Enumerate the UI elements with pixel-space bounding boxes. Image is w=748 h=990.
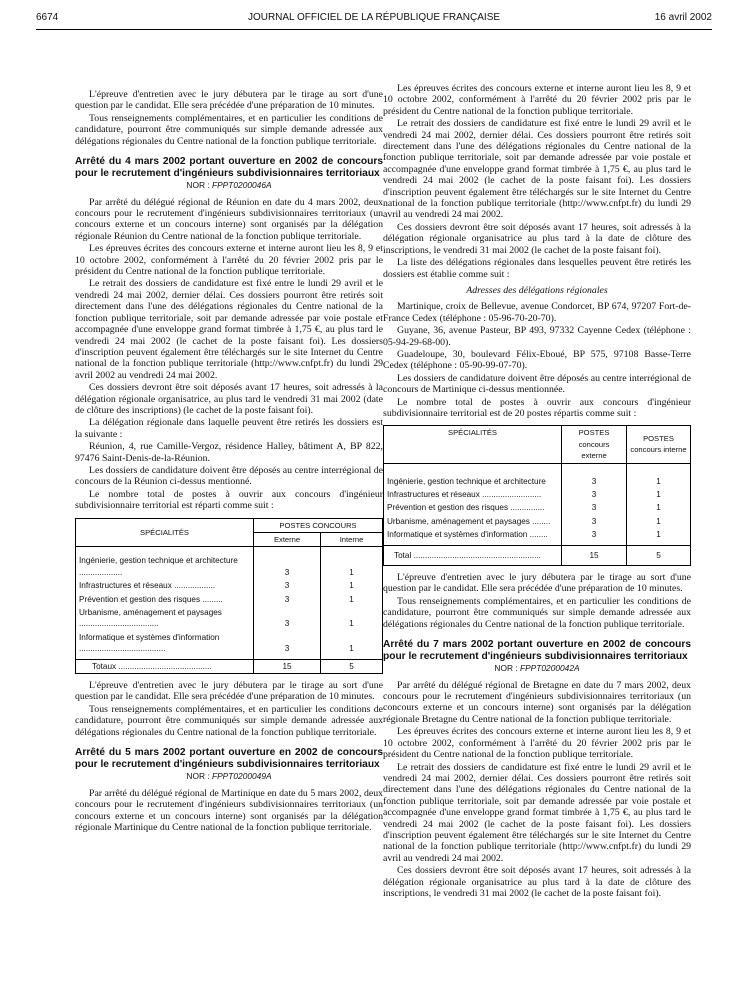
decree-title: Arrêté du 5 mars 2002 portant ouverture en 2002 de concours pour le recrutement d'ingénieurs subdivisionnaires territoriaux: [75, 747, 383, 770]
col-header-specialites: SPÉCIALITÉS: [76, 518, 254, 547]
col-header-externe: Externe: [254, 533, 321, 547]
paragraph: Ces dossiers devront être soit déposés avant 17 heures, soit adressés à la délégation régionale organisatrice, au plus tard le vendredi 31 mai 2002 (date de clôture des inscriptions) (le cachet de la poste faisant foi).: [75, 382, 383, 416]
nor-label: NOR :: [494, 663, 518, 674]
paragraph: Par arrêté du délégué régional de Réunion en date du 4 mars 2002, deux concours pour le recrutement d'ingénieurs subdivisionnaires territoriaux (un concours externe et un concours interne) sont organisés par la délégation régionale Réunion du Centre national de la fonction publique territoriale.: [75, 196, 383, 242]
paragraph: L'épreuve d'entretien avec le jury débutera par le tirage au sort d'une question par le candidat. Elle sera précédée d'une préparation de 10 minutes.: [75, 680, 383, 703]
address: Martinique, croix de Bellevue, avenue Condorcet, BP 674, 97207 Fort-de-France Cedex (téléphone : 05-96-70-20-70).: [383, 301, 691, 324]
posts-table: [75, 518, 383, 674]
paragraph: Ces dossiers devront être soit déposés avant 17 heures, soit adressés à la délégation régionale organisatrice au plus tard à la date de clôture des inscriptions, le vendredi 31 mai 2002 (le cachet de la poste faisant foi).: [383, 221, 691, 256]
col-header-interne: Interne: [321, 533, 383, 547]
table-row: Informatique et systèmes d'information ...................................... 3 1: [76, 631, 383, 659]
paragraph: La délégation régionale dans laquelle peuvent être retirés les dossiers est la suivante :: [75, 417, 383, 440]
page-number: 6674: [36, 12, 59, 23]
col-header-interne: POSTES concours interne: [626, 426, 690, 463]
paragraph: La liste des délégations régionales dans lesquelles peuvent être retirés les dossiers est établie comme suit :: [383, 257, 691, 280]
table-row: Ingénierie, gestion technique et architecture ................... 3 1: [76, 547, 383, 579]
table-total-row: Total ........................................................ 15 5: [384, 545, 691, 565]
paragraph: Par arrêté du délégué régional de Martinique en date du 5 mars 2002, deux concours pour le recrutement d'ingénieurs subdivisionnaires territoriaux (un concours externe et un concours interne) sont organisés par la délégation régionale Martinique du Centre national de la fonction publique territoriale.: [75, 787, 383, 833]
right-column: [383, 83, 691, 900]
paragraph: Les épreuves écrites des concours externe et interne auront lieu les 8, 9 et 10 octobre 2002, conformément à l'arrêté du 20 février 2002 pris par le président du Centre national de la fonction publique territoriale.: [75, 243, 383, 278]
posts-table: [383, 425, 691, 566]
journal-title: JOURNAL OFFICIEL DE LA RÉPUBLIQUE FRANÇAISE: [247, 12, 501, 23]
section-subtitle: Adresses des délégations régionales: [466, 284, 608, 296]
nor-reference: [75, 180, 383, 191]
nor-reference: [75, 771, 383, 782]
nor-label: NOR :: [186, 180, 210, 191]
paragraph: Le nombre total de postes à ouvrir aux concours d'ingénieur subdivisionnaire territorial est réparti comme suit :: [75, 488, 383, 512]
paragraph: Le retrait des dossiers de candidature est fixé entre le lundi 29 avril et le vendredi 24 mai 2002, dernier délai. Ces dossiers pourront être retirés soit directement dans l'une des délégations régionales du Centre national de la fonction publique territoriale, soit par demande adressée par voie postale et accompagnée d'une enveloppe grand format timbrée à 1,75 €, au plus tard le vendredi 24 mai 2002 (le cachet de la poste faisant foi). Les dossiers d'inscription peuvent également être téléchargés sur le site Internet du Centre national de la fonction publique territoriale (http://www.cnfpt.fr) du lundi 29 avril au vendredi 24 mai 2002.: [383, 118, 691, 221]
table-row: Urbanisme, aménagement et paysages ................................... 3 1: [76, 606, 383, 631]
col-header-specialites: SPÉCIALITÉS: [384, 426, 562, 463]
table-row: Ingénierie, gestion technique et architecture 3 1: [384, 463, 691, 488]
paragraph: Tous renseignements complémentaires, et en particulier les conditions de candidature, pourront être communiqués sur simple demande adressée aux délégations régionales du Centre national de la fonction publique territoriale.: [383, 595, 691, 630]
nor-label: NOR :: [186, 771, 210, 782]
table-row: Urbanisme, aménagement et paysages ........ 3 1: [384, 515, 691, 528]
decree-title: Arrêté du 4 mars 2002 portant ouverture en 2002 de concours pour le recrutement d'ingénieurs subdivisionnaires territoriaux: [75, 156, 383, 179]
table-row: Infrastructures et réseaux .................. 3 1: [76, 579, 383, 592]
paragraph: Le retrait des dossiers de candidature est fixé entre le lundi 29 avril et le vendredi 24 mai 2002, dernier délai. Ces dossiers pourront être retirés soit directement dans l'une des délégations régionales du Centre national de la fonction publique territoriale, soit par demande adressée par voie postale et accompagnée d'une enveloppe grand format timbrée à 1,75 €, au plus tard le vendredi 24 mai 2002 (le cachet de la poste faisant foi). Les dossiers d'inscription peuvent également être téléchargés sur le site Internet du Centre national de la fonction publique territoriale (http://www.cnfpt.fr) du lundi 29 avril au vendredi 24 mai 2002.: [383, 761, 691, 864]
paragraph: Les épreuves écrites des concours externe et interne auront lieu les 8, 9 et 10 octobre 2002, conformément à l'arrêté du 20 février 2002 pris par le président du Centre national de la fonction publique territoriale.: [383, 83, 691, 117]
table-total-row: Totaux ......................................... 15 5: [76, 659, 383, 673]
paragraph: Tous renseignements complémentaires, et en particulier les conditions de candidature, pourront être communiqués sur simple demande adressée aux délégations régionales du Centre national de la fonction publique territoriale.: [75, 112, 383, 147]
issue-date: 16 avril 2002: [654, 12, 712, 23]
decree-title: Arrêté du 7 mars 2002 portant ouverture en 2002 de concours pour le recrutement d'ingénieurs subdivisionnaires territoriaux: [383, 639, 691, 662]
paragraph: Le nombre total de postes à ouvrir aux concours d'ingénieur subdivisionnaire territorial est de 20 postes répartis comme suit :: [383, 396, 691, 419]
header-rule: [36, 29, 712, 30]
nor-reference: [383, 663, 691, 674]
paragraph: Tous renseignements complémentaires, et en particulier les conditions de candidature, pourront être communiqués sur simple demande adressée aux délégations régionales du Centre national de la fonction publique territoriale.: [75, 703, 383, 738]
col-header-externe: POSTES concours externe: [562, 426, 627, 463]
col-header-postes: POSTES CONCOURS: [254, 518, 383, 532]
table-row: Prévention et gestion des risques ............... 3 1: [384, 501, 691, 514]
paragraph: L'épreuve d'entretien avec le jury débutera par le tirage au sort d'une question par le candidat. Elle sera précédée d'une préparation de 10 minutes.: [383, 572, 691, 595]
table-row: Informatique et systèmes d'information ........ 3 1: [384, 528, 691, 545]
nor-code: FPPT0200046A: [211, 180, 272, 191]
nor-code: FPPT0200049A: [211, 771, 272, 782]
table-row: Prévention et gestion des risques ......... 3 1: [76, 593, 383, 606]
paragraph: L'épreuve d'entretien avec le jury débutera par le tirage au sort d'une question par le candidat. Elle sera précédée d'une préparation de 10 minutes.: [75, 89, 383, 112]
address: Guadeloupe, 30, boulevard Félix-Eboué, BP 575, 97108 Basse-Terre Cedex (téléphone : 05-90-99-07-70).: [383, 348, 691, 372]
paragraph: Les dossiers de candidature doivent être déposés au centre interrégional de concours de Martinique ci-dessus mentionnée.: [383, 372, 691, 396]
paragraph: Par arrêté du délégué régional de Bretagne en date du 7 mars 2002, deux concours pour le recrutement d'ingénieurs subdivisionnaires territoriaux (un concours externe et un concours interne) sont organisés par la délégation régionale Bretagne du Centre national de la fonction publique territoriale.: [383, 679, 691, 725]
paragraph: Ces dossiers devront être soit déposés avant 17 heures, soit adressés à la délégation régionale organisatrice au plus tard à la date de clôture des inscriptions, le vendredi 31 mai 2002 (le cachet de la poste faisant foi).: [383, 865, 691, 899]
paragraph: Les épreuves écrites des concours externe et interne auront lieu les 8, 9 et 10 octobre 2002, conformément à l'arrêté du 20 février 2002 pris par le président du Centre national de la fonction publique territoriale.: [383, 726, 691, 761]
paragraph: Réunion, 4, rue Camille-Vergoz, résidence Halley, bâtiment A, BP 822, 97476 Saint-Denis-de-la-Réunion.: [75, 441, 383, 464]
paragraph: Le retrait des dossiers de candidature est fixé entre le lundi 29 avril et le vendredi 24 mai 2002, dernier délai. Ces dossiers pourront être retirés soit directement dans l'une des délégations régionales du Centre national de la fonction publique territoriale, soit par demande adressée par voie postale et accompagnée d'une enveloppe grand format timbrée à 1,75 €, au plus tard le vendredi 24 mai 2002 (le cachet de la poste faisant foi). Les dossiers d'inscription peuvent également être téléchargés sur le site Internet du Centre national de la fonction publique territoriale (http://www.cnfpt.fr) du lundi 29 avril 2002 au vendredi 24 mai 2002.: [75, 278, 383, 381]
page-header: [36, 10, 712, 26]
address: Guyane, 36, avenue Pasteur, BP 493, 97332 Cayenne Cedex (téléphone : 05-94-29-68-00).: [383, 325, 691, 348]
nor-code: FPPT0200042A: [519, 663, 580, 674]
paragraph: Les dossiers de candidature doivent être déposés au centre interrégional de concours de la Réunion ci-dessus mentionné.: [75, 464, 383, 488]
table-row: Infrastructures et réseaux .......................... 3 1: [384, 488, 691, 501]
left-column: [75, 89, 383, 834]
